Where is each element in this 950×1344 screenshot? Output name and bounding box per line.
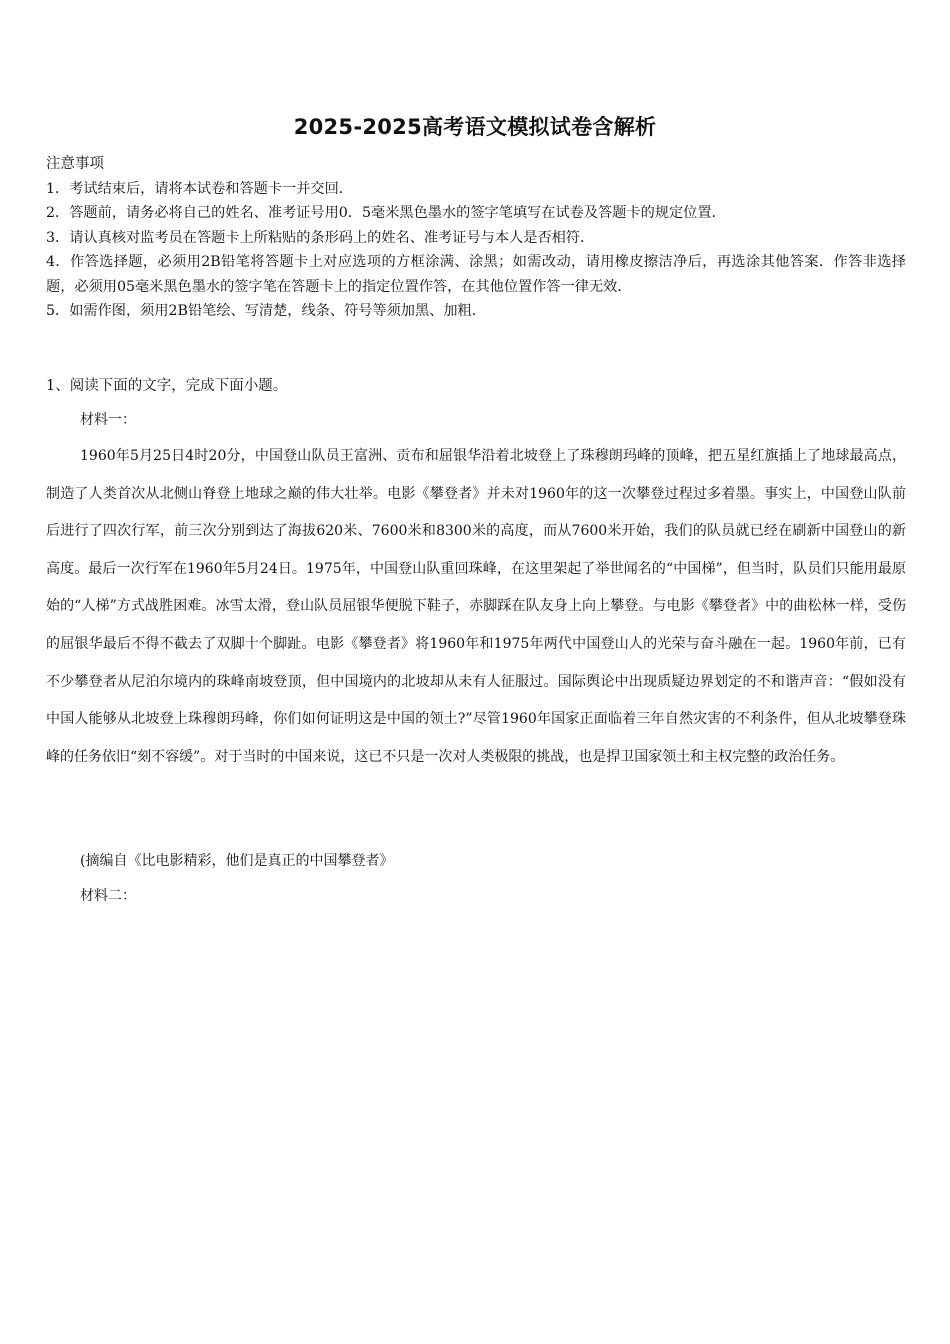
material-1-source: (摘编自《比电影精彩，他们是真正的中国攀登者》	[80, 853, 394, 869]
notice-item-1: 1．考试结束后，请将本试卷和答题卡一并交回．	[46, 180, 353, 197]
notice-heading: 注意事项	[46, 156, 104, 172]
notice-section	[46, 152, 906, 324]
notice-item-3: 3．请认真核对监考员在答题卡上所粘贴的条形码上的姓名、准考证号与本人是否相符．	[46, 229, 595, 246]
material-2-label: 材料二：	[80, 888, 136, 904]
question-1-prompt: 1、阅读下面的文字，完成下面小题。	[46, 378, 288, 394]
material-1-text: 1960年5月25日4时20分，中国登山队员王富洲、贡布和屈银华沿着北坡登上了珠穆朗玛峰的顶峰，把五星红旗插上了地球最高点，制造了人类首次从北侧山脊登上地球之巅的伟大壮举。电影《攀登者》并未对1960年的这一次攀登过程过多着墨。事实上，中国登山队前后进行了四次行军，前三次分别到达了海拔620米、7600米和8300米的高度，而从7600米开始，我们的队员就已经在刷新中国登山的新高度。最后一次行军在1960年5月24日。1975年，中国登山队重回珠峰，在这里架起了举世闻名的“中国梯”，但当时，队员们只能用最原始的“人梯”方式战胜困难。冰雪太滑，登山队员屈银华便脱下鞋子，赤脚踩在队友身上向上攀登。与电影《攀登者》中的曲松林一样，受伤的屈银华最后不得不截去了双脚十个脚趾。电影《攀登者》将1960年和1975年两代中国登山人的光荣与奋斗融在一起。1960年前，已有不少攀登者从尼泊尔境内的珠峰南坡登顶，但中国境内的北坡却从未有人征服过。国际舆论中出现质疑边界划定的不和谐声音：“假如没有中国人能够从北坡登上珠穆朗玛峰，你们如何证明这是中国的领土?”尽管1960年国家正面临着三年自然灾害的不利条件，但从北坡攀登珠峰的任务依旧“刻不容缓”。对于当时的中国来说，这已不只是一次对人类极限的挑战，也是捍卫国家领土和主权完整的政治任务。	[46, 448, 906, 765]
notice-item-5: 5．如需作图，须用2B铅笔绘、写清楚，线条、符号等须加黑、加粗．	[46, 303, 486, 319]
page-title: 2025-2025高考语文模拟试卷含解析	[293, 115, 657, 139]
material-1-label: 材料一：	[80, 412, 136, 428]
notice-item-4: 4．作答选择题，必须用2B铅笔将答题卡上对应选项的方框涂满、涂黑；如需改动，请用橡皮擦洁净后，再选涂其他答案．作答非选择题，必须用05毫米黑色墨水的签字笔在答题卡上的指定位置作答，在其他位置作答一律无效．	[46, 254, 906, 295]
notice-item-2: 2．答题前，请务必将自己的姓名、准考证号用0．5毫米黑色墨水的签字笔填写在试卷及答题卡的规定位置．	[46, 205, 726, 221]
